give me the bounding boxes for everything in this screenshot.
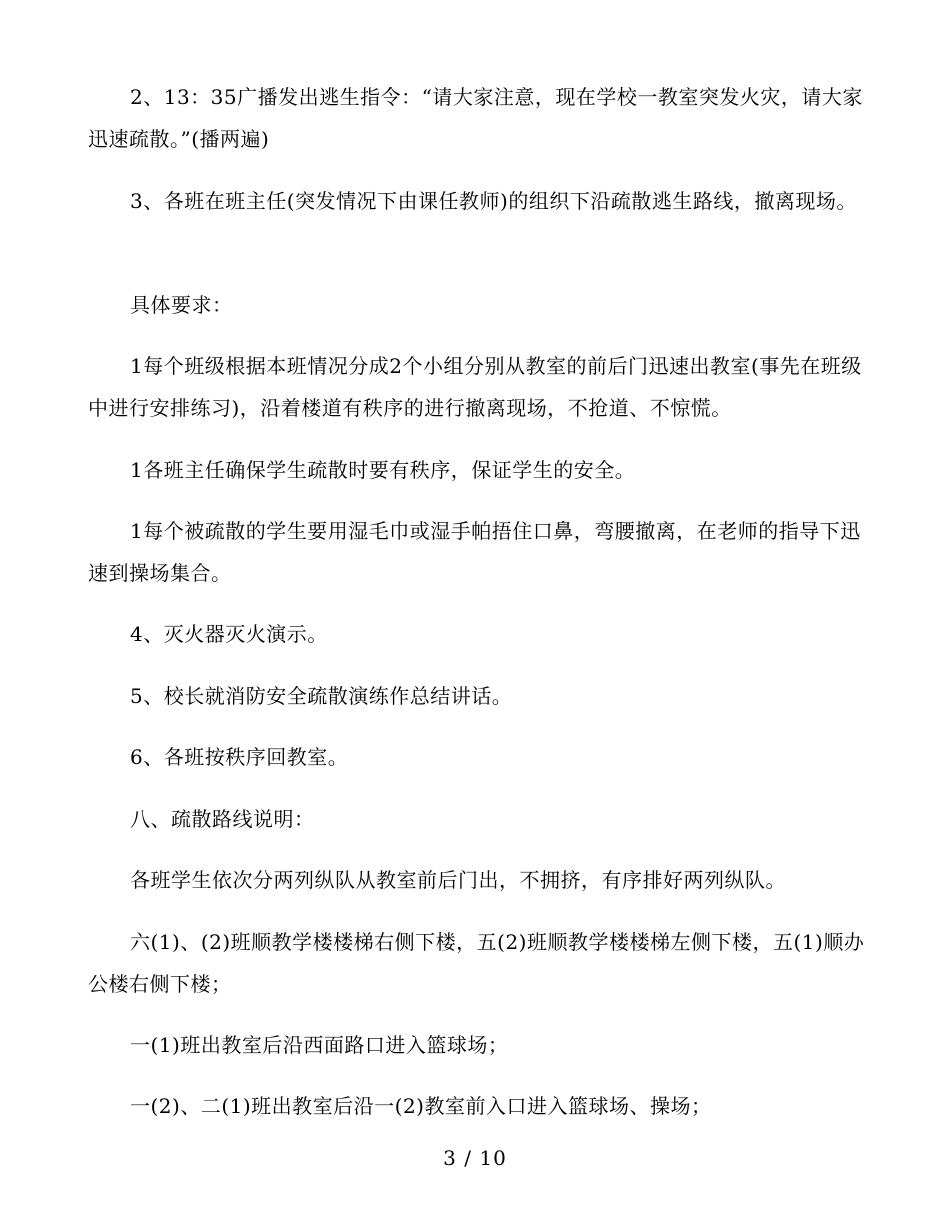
paragraph-4: 1每个班级根据本班情况分成2个小组分别从教室的前后门迅速出教室(事先在班级中进行安排练习)，沿着楼道有秩序的进行撤离现场，不抢道、不惊慌。 [88,354,862,420]
paragraph-11: 各班学生依次分两列纵队从教室前后门出，不拥挤，有序排好两列纵队。 [130,868,786,892]
paragraph-14: 一(2)、二(1)班出教室后沿一(2)教室前入口进入篮球场、操场； [130,1094,712,1118]
paragraph-12: 六(1)、(2)班顺教学楼楼梯右侧下楼，五(2)班顺教学楼楼梯左侧下楼，五(1)顺办公楼右侧下楼； [88,930,865,996]
paragraph-10: 八、疏散路线说明： [130,807,315,831]
paragraph-7: 4、灭火器灭火演示。 [130,622,328,646]
paragraph-1: 2、13：35广播发出逃生指令：“请大家注意，现在学校一教室突发火灾，请大家迅速疏散。”(播两遍) [88,85,863,151]
page-number: 3 / 10 [443,1146,507,1170]
paragraph-6: 1每个被疏散的学生要用湿毛巾或湿手帕捂住口鼻，弯腰撤离，在老师的指导下迅速到操场集合。 [88,519,861,585]
paragraph-9: 6、各班按秩序回教室。 [130,745,349,769]
paragraph-2: 3、各班在班主任(突发情况下由课任教师)的组织下沿疏散逃生路线，撤离现场。 [130,189,857,213]
paragraph-3: 具体要求： [130,293,233,317]
paragraph-5: 1各班主任确保学生疏散时要有秩序，保证学生的安全。 [130,458,636,482]
paragraph-8: 5、校长就消防安全疏散演练作总结讲话。 [130,684,513,708]
paragraph-13: 一(1)班出教室后沿西面路口进入篮球场； [130,1033,509,1057]
